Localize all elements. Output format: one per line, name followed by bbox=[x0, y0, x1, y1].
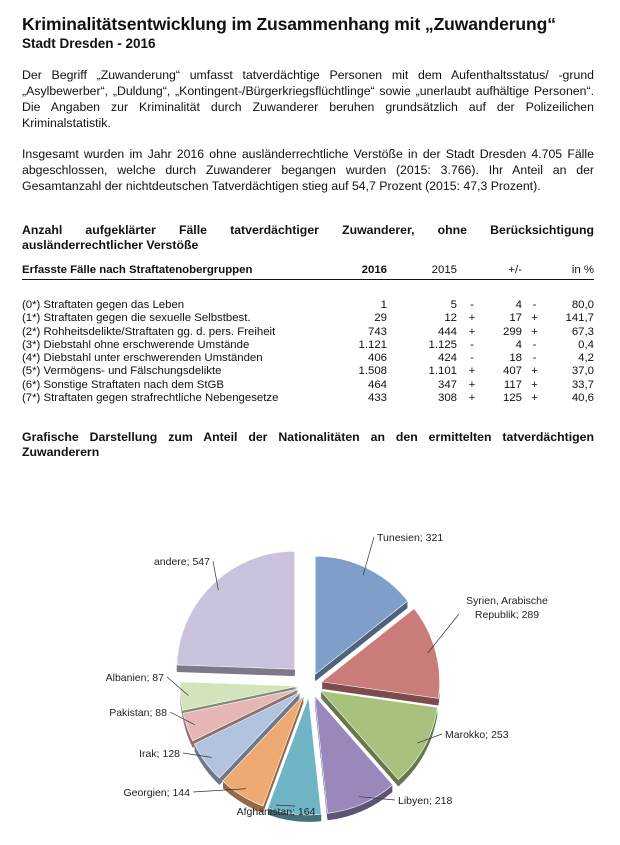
page-subtitle: Stadt Dresden - 2016 bbox=[22, 36, 156, 51]
cell-diff: 299 bbox=[502, 325, 522, 338]
cell-y2015: 444 bbox=[437, 325, 457, 338]
pie-label: Pakistan; 88 bbox=[109, 707, 167, 719]
table-row bbox=[22, 326, 594, 339]
table-row bbox=[22, 312, 594, 325]
cell-pct: 4,2 bbox=[578, 352, 594, 365]
pie-leader-line bbox=[428, 614, 459, 653]
cell-diff: 18 bbox=[509, 352, 522, 365]
cell-s1: - bbox=[470, 338, 474, 351]
cell-pct: 67,3 bbox=[571, 325, 594, 338]
table-header-row bbox=[22, 263, 594, 280]
intro-paragraph: Der Begriff „Zuwanderung“ umfasst tatverdächtige Personen mit dem Aufenthaltsstatus/ -grund „Asylbewerber“, „Duldung“, „Kontingent-/Bürgerkriegsflüchtlinge“ sowie „unerlaubt aufhältige Personen“. Die Angaben zur Kriminalität durch Zuwanderer beruhen grundsätzlich auf der Polizeilichen Kriminalstatistik. bbox=[22, 68, 594, 130]
cell-y2015: 308 bbox=[437, 392, 457, 405]
cell-category: (1*) Straftaten gegen die sexuelle Selbstbest. bbox=[22, 312, 251, 325]
nationality-pie-chart bbox=[0, 520, 620, 845]
cell-y2015: 12 bbox=[444, 312, 457, 325]
cell-s2: + bbox=[531, 312, 538, 325]
cell-category: (4*) Diebstahl unter erschwerenden Umständen bbox=[22, 352, 263, 365]
cell-s1: + bbox=[468, 312, 476, 325]
pie-label: Libyen; 218 bbox=[398, 795, 453, 807]
cell-category: (5*) Vermögens- und Fälschungsdelikte bbox=[22, 365, 222, 378]
pie-label: andere; 547 bbox=[153, 556, 210, 568]
cell-y2015: 424 bbox=[437, 352, 457, 365]
cell-category: (2*) Rohheitsdelikte/Straftaten gg. d. pers. Freiheit bbox=[22, 325, 276, 338]
cell-y2016: 1.121 bbox=[358, 338, 387, 351]
cell-category: (0*) Straftaten gegen das Leben bbox=[22, 299, 185, 311]
cell-s2: + bbox=[531, 325, 538, 338]
cell-diff: 125 bbox=[502, 392, 522, 405]
table-heading: Anzahl aufgeklärter Fälle tatverdächtiger Zuwanderer, ohne Berücksichtigung ausländerrechtlicher Verstöße bbox=[22, 223, 594, 252]
header-percent: in % bbox=[547, 263, 594, 280]
cell-pct: 80,0 bbox=[571, 299, 594, 311]
header-diff: +/- bbox=[487, 263, 522, 280]
cell-s2: - bbox=[532, 352, 537, 365]
cell-pct: 33,7 bbox=[571, 378, 594, 391]
pie-label: Syrien, Arabische Republik; 289 bbox=[466, 595, 548, 621]
cell-s2: + bbox=[531, 392, 538, 405]
cell-y2015: 1.101 bbox=[428, 365, 457, 378]
cell-s1: + bbox=[468, 365, 476, 378]
table-row bbox=[22, 392, 594, 405]
header-2015: 2015 bbox=[387, 263, 457, 280]
cell-y2015: 1.125 bbox=[428, 338, 457, 351]
cell-pct: 40,6 bbox=[571, 392, 594, 405]
pie-label: Georgien; 144 bbox=[123, 787, 190, 799]
cell-diff: 117 bbox=[503, 378, 522, 391]
cell-pct: 141,7 bbox=[565, 312, 594, 325]
cell-y2016: 464 bbox=[367, 378, 387, 391]
pie-label: Albanien; 87 bbox=[105, 672, 164, 684]
cell-s1: + bbox=[468, 325, 476, 338]
cell-diff: 4 bbox=[515, 338, 522, 351]
cell-category: (7*) Straftaten gegen strafrechtliche Nebengesetze bbox=[22, 392, 279, 405]
cell-diff: 4 bbox=[515, 299, 522, 311]
crime-statistics-table bbox=[22, 263, 594, 405]
document-page bbox=[22, 14, 594, 460]
summary-paragraph: Insgesamt wurden im Jahr 2016 ohne ausländerrechtliche Verstöße in der Stadt Dresden 4.705 Fälle abgeschlossen, welche durch Zuwanderer begangen wurden (2015: 3.766). Ihr Anteil an der Gesamtanzahl der nichtdeutschen Tatverdächtigen stieg auf 54,7 Prozent (2015: 47,3 Prozent). bbox=[22, 147, 594, 193]
cell-s1: - bbox=[470, 352, 474, 365]
cell-y2016: 29 bbox=[374, 312, 387, 325]
table-row bbox=[22, 365, 594, 378]
cell-diff: 407 bbox=[502, 365, 522, 378]
cell-s2: - bbox=[532, 338, 537, 351]
cell-s1: - bbox=[470, 299, 474, 311]
cell-diff: 17 bbox=[509, 312, 522, 325]
cell-y2015: 5 bbox=[450, 299, 457, 311]
cell-y2016: 406 bbox=[367, 352, 387, 365]
cell-y2016: 1.508 bbox=[358, 365, 387, 378]
header-category: Erfasste Fälle nach Straftatenobergruppen bbox=[22, 263, 332, 280]
cell-y2015: 347 bbox=[437, 378, 457, 391]
cell-s2: + bbox=[531, 365, 538, 378]
pie-label: Afghanistan; 164 bbox=[236, 806, 316, 818]
cell-s2: - bbox=[532, 299, 537, 311]
header-2016: 2016 bbox=[332, 263, 387, 280]
chart-heading: Grafische Darstellung zum Anteil der Nationalitäten an den ermittelten tatverdächtigen Zuwanderern bbox=[22, 430, 594, 460]
cell-y2016: 1 bbox=[380, 299, 387, 311]
table-row bbox=[22, 352, 594, 365]
pie-label: Tunesien; 321 bbox=[377, 532, 444, 544]
cell-category: (3*) Diebstahl ohne erschwerende Umstände bbox=[22, 338, 250, 351]
cell-s1: + bbox=[468, 392, 476, 405]
cell-y2016: 433 bbox=[367, 392, 387, 405]
table-row bbox=[22, 379, 594, 392]
pie-slice bbox=[177, 551, 295, 669]
pie-label: Marokko; 253 bbox=[445, 729, 509, 741]
pie-label: Irak; 128 bbox=[139, 748, 180, 760]
cell-category: (6*) Sonstige Straftaten nach dem StGB bbox=[22, 378, 224, 391]
table-row bbox=[22, 299, 594, 312]
cell-pct: 37,0 bbox=[571, 365, 594, 378]
cell-pct: 0,4 bbox=[578, 338, 594, 351]
cell-s1: + bbox=[468, 378, 476, 391]
table-row bbox=[22, 339, 594, 352]
cell-y2016: 743 bbox=[367, 325, 387, 338]
page-title: Kriminalitätsentwicklung im Zusammenhang mit „Zuwanderung“ bbox=[22, 14, 556, 34]
cell-s2: + bbox=[531, 378, 538, 391]
